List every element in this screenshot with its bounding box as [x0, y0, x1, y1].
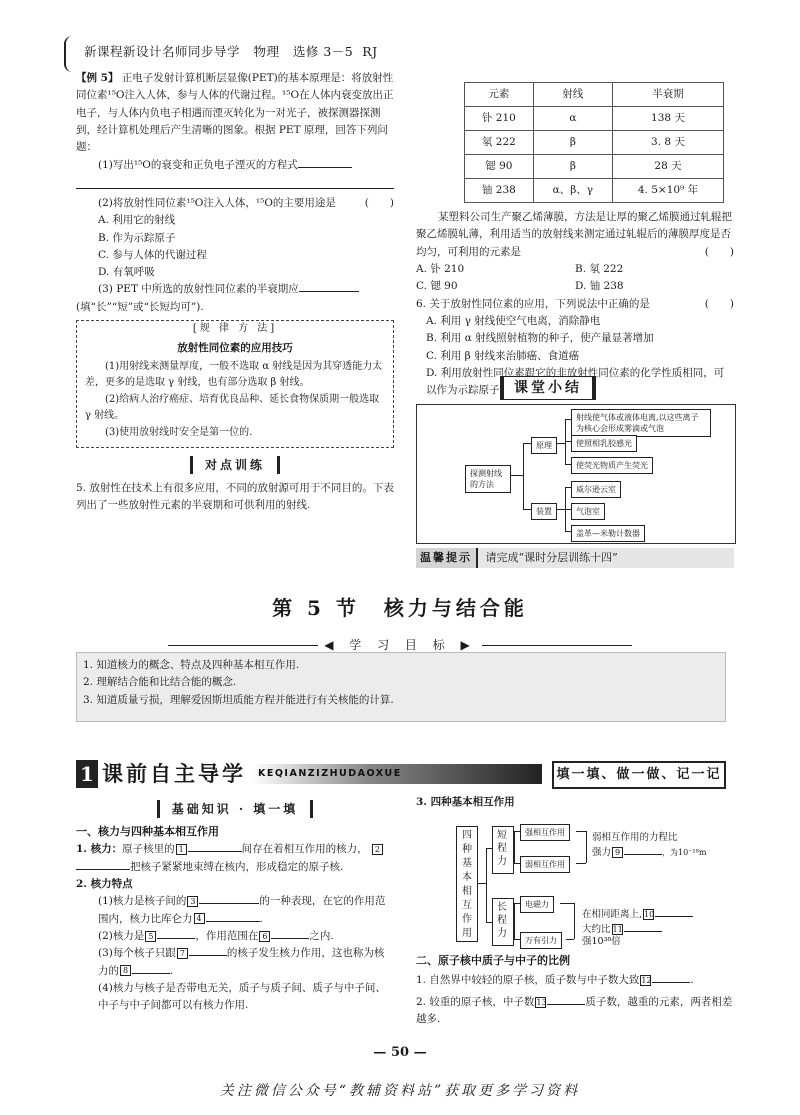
summary-heading-wrap	[500, 376, 596, 400]
chapter-title: 第 5 节 核力与结合能	[272, 596, 528, 620]
weak-interaction: 弱相互作用	[520, 856, 570, 873]
question-6: 6. 关于放射性同位素的应用，下列说法中正确的是 ( )	[416, 296, 734, 313]
feature-title: 2. 核力特点	[76, 878, 133, 891]
electromagnetic-force: 电磁力	[520, 896, 554, 913]
summary-leaf: 气泡室	[571, 503, 605, 520]
connector	[560, 903, 574, 904]
footer-note: 关注微信公众号“教辅资料站”获取更多学习资料	[219, 1083, 581, 1099]
feature-1: (1)核力是核子间的 3 的一种表现，在它的作用范围内，核力比库仑力 4 .	[98, 895, 386, 925]
connector	[576, 863, 586, 864]
mark-9: 9	[612, 847, 623, 858]
summary-title: 课堂小结	[500, 376, 596, 400]
q5-option-b: B. 氡 222	[575, 262, 624, 275]
example5-q3-hint: (填“长”“短”或“长短均可”).	[76, 300, 204, 313]
banner-number: 1	[76, 760, 98, 788]
mark-10: 10	[644, 910, 655, 919]
four-forces-diagram	[456, 826, 726, 946]
example5-label: 【例 5】	[76, 72, 119, 84]
table-cell: 138 天	[612, 107, 723, 131]
mark-8: 8	[120, 965, 131, 976]
goal-item: 1. 知道核力的概念、特点及四种基本相互作用.	[83, 659, 300, 671]
q5-paren: ( )	[704, 245, 734, 258]
method-item-3: (3)使用放射线时安全是第一位的.	[105, 426, 253, 438]
summary-leaf: 射线使气体或液体电离,以这些离子为核心会形成雾滴或气泡	[571, 409, 711, 437]
table-row	[465, 179, 724, 203]
warm-tip-text: 请完成“课时分层训练十四”	[485, 551, 618, 564]
connector	[478, 883, 486, 884]
summary-leaf: 威尔逊云室	[571, 481, 621, 498]
method-title: [规 律 方 法]	[192, 323, 278, 335]
header-series: 新课程新设计名师同步导学	[84, 44, 241, 59]
connector	[523, 509, 531, 510]
connector	[523, 443, 531, 444]
mark-1: 1	[176, 844, 187, 855]
connector	[557, 509, 565, 510]
q1-blank[interactable]	[298, 157, 352, 168]
page-number: — 50 —	[373, 1045, 427, 1060]
table-cell: 4. 5×10⁹ 年	[612, 179, 723, 203]
forces-root: 四种基本相互作用	[456, 826, 478, 942]
ratio-2: 2. 较重的原子核，中子数 13 质子数，越重的元素，两者相差越多.	[416, 996, 733, 1026]
mark-13: 13	[536, 997, 547, 1007]
blank-12[interactable]	[652, 972, 690, 983]
blank-5[interactable]	[157, 928, 195, 939]
example5-option-a: A. 利用它的射线	[98, 214, 176, 227]
connector	[514, 903, 515, 939]
table-cell: 氡 222	[465, 131, 534, 155]
example5-option-b: B. 作为示踪原子	[98, 231, 176, 244]
basics-title: 基础知识 · 填一填	[157, 800, 314, 818]
mark-11: 11	[612, 925, 623, 934]
example5-text: 正电子发射计算机断层显像(PET)的基本原理是：将放射性同位素¹⁵O注入人体，参与人体的代谢过程。¹⁵O在人体内衰变放出正电子，与人体内负电子相遇而湮灭转化为一对光子，被探测器探测到，经计算机处理后产生清晰的图象。根据 PET 原理，回答下列问题：	[76, 72, 394, 154]
section-2-title: 二、原子核中质子与中子的比例	[416, 954, 570, 967]
goal-item: 3. 知道质量亏损，理解爱因斯坦质能方程并能进行有关核能的计算.	[83, 693, 394, 706]
connector	[576, 831, 586, 832]
goals-box	[76, 652, 726, 722]
q6-option-d: D. 利用放射性同位素跟它的非放射性同位素的化学性质相同，可以作为示踪原子	[426, 366, 725, 397]
page-header	[60, 42, 774, 63]
connector	[566, 939, 574, 940]
q3-blank[interactable]	[299, 281, 359, 292]
q5-option-c: C. 锶 90	[416, 280, 458, 293]
summary-leaf: 使照相乳胶感光	[571, 435, 637, 452]
section-1-title: 一、核力与四种基本相互作用	[76, 825, 219, 839]
table-cell: β	[533, 155, 612, 179]
table-header: 元素	[465, 83, 534, 107]
q5-option-a: A. 钋 210	[416, 262, 465, 275]
summary-branch-device: 装置	[531, 503, 557, 520]
feature-3: (3)每个核子只跟 7 的核子发生核力作用，这也称为核力的 8 .	[98, 947, 385, 977]
right-arrow-icon	[482, 645, 632, 646]
mark-3: 3	[187, 896, 198, 907]
example5-q3: (3) PET 中所选的放射性同位素的半衰期应	[76, 281, 394, 298]
warm-tip	[416, 548, 734, 568]
ratio-1: 1. 自然界中较轻的原子核，质子数与中子数大致 12 .	[416, 974, 694, 986]
table-cell: 钋 210	[465, 107, 534, 131]
connector	[486, 848, 487, 922]
q5-continuation: 某塑料公司生产聚乙烯薄膜，方法是让厚的聚乙烯膜通过轧辊把聚乙烯膜轧薄，利用适当的放射线来测定通过轧辊后的薄膜厚度是否均匀，可利用的元素是 ( )	[416, 209, 734, 261]
summary-branch-principle: 原理	[531, 437, 557, 454]
table-cell: 铀 238	[465, 179, 534, 203]
method-heading: 放射性同位素的应用技巧	[177, 341, 293, 354]
table-cell: β	[533, 131, 612, 155]
header-subject: 物理	[253, 44, 280, 59]
weak-note: 弱相互作用的力程比 强力 9 ，为10⁻¹⁸m	[592, 832, 707, 858]
gravity-force: 万有引力	[520, 932, 562, 949]
table-row	[465, 155, 724, 179]
practice-heading-wrap	[76, 456, 394, 475]
blank-2[interactable]	[76, 859, 130, 870]
right-column-top	[416, 82, 734, 399]
core-force-para: 1. 核力：原子核里的 1 间存在着相互作用的核力， 2把核子紧紧地束缚在核内，形成稳定的原子核.	[76, 841, 394, 876]
connector	[514, 831, 515, 863]
method-item-1: (1)用射线来测量厚度，一般不选取 α 射线是因为其穿透能力太差，更多的是选取 γ 射线，也有部分选取 β 射线。	[85, 360, 383, 389]
connector	[523, 443, 524, 509]
table-cell: 3. 8 天	[612, 131, 723, 155]
blank-10[interactable]	[655, 906, 693, 917]
q2-paren: ( )	[364, 196, 394, 209]
halflife-table	[464, 82, 724, 203]
blank-1[interactable]	[188, 841, 242, 852]
table-row	[465, 107, 724, 131]
header-edition: RJ	[362, 44, 378, 59]
mark-12: 12	[641, 975, 652, 985]
goal-item: 2. 理解结合能和比结合能的概念.	[83, 676, 237, 689]
example5-option-c: C. 参与人体的代谢过程	[98, 248, 207, 261]
left-column-bottom	[76, 800, 394, 1015]
blank-3[interactable]	[199, 893, 259, 904]
q6-option-b: B. 利用 α 射线照射植物的种子，使产量显著增加	[426, 332, 654, 345]
table-cell: α、β、γ	[533, 179, 612, 203]
method-box	[76, 320, 394, 448]
q5-option-d: D. 铀 238	[575, 280, 624, 293]
summary-diagram	[416, 404, 736, 544]
table-header: 半衰期	[612, 83, 723, 107]
strong-interaction: 强相互作用	[520, 824, 570, 841]
connector	[574, 903, 575, 939]
table-cell: 28 天	[612, 155, 723, 179]
banner-slogan: 填一填、做一做、记一记	[552, 761, 726, 789]
method-item-2: (2)给病人治疗癌症、培育优良品种、延长食物保质期一般选取 γ 射线。	[85, 393, 380, 422]
short-range: 短程力	[492, 826, 514, 874]
feature-2: (2)核力是 5 ，作用范围在 6 之内.	[98, 930, 334, 943]
example5-intro	[76, 70, 394, 157]
left-arrow-icon	[168, 645, 318, 646]
blank-4[interactable]	[206, 911, 260, 922]
mark-2: 2	[372, 844, 383, 855]
right-column-bottom	[416, 796, 734, 1026]
mark-6: 6	[259, 931, 270, 942]
long-range: 长程力	[492, 898, 514, 946]
basics-heading-wrap	[76, 800, 394, 819]
connector	[565, 419, 566, 465]
table-cell: 锶 90	[465, 155, 534, 179]
summary-leaf: 使荧光物质产生荧光	[571, 457, 653, 474]
blank-13[interactable]	[547, 994, 585, 1005]
blank-7[interactable]	[189, 945, 227, 956]
example5-q2: (2)将放射性同位素¹⁵O注入人体，¹⁵O的主要用途是 ( )	[76, 195, 394, 212]
header-volume: 选修 3－5	[292, 44, 354, 59]
mark-7: 7	[177, 948, 188, 959]
practice-title: 对点训练	[190, 456, 280, 474]
connector	[511, 475, 523, 476]
q6-paren: ( )	[704, 297, 734, 310]
table-row	[465, 131, 724, 155]
example5-option-d: D. 有氧呼吸	[98, 266, 155, 279]
left-column-top	[76, 70, 394, 514]
summary-root: 探测射线的方法	[465, 465, 511, 493]
q6-option-c: C. 利用 β 射线来治肺癌、食道癌	[426, 349, 580, 362]
mark-5: 5	[145, 931, 156, 942]
em-note: 在相同距离上, 10 大约比 11 强10³⁸倍	[582, 906, 722, 948]
table-header-row	[465, 83, 724, 107]
banner-title: 课前自主导学	[102, 761, 246, 786]
q1-answer-line[interactable]	[76, 174, 394, 189]
question-5: 5. 放射性在技术上有很多应用，不同的放射源可用于不同目的。下表列出了一些放射性元素的半衰期和可供利用的射线.	[76, 481, 394, 511]
table-cell: α	[533, 107, 612, 131]
connector	[557, 443, 565, 444]
q6-option-a: A. 利用 γ 射线使空气电离，消除静电	[426, 314, 601, 327]
blank-6[interactable]	[271, 928, 309, 939]
four-forces-title: 3. 四种基本相互作用	[416, 796, 515, 808]
goals-title: ◀ 学 习 目 标 ▶	[0, 636, 800, 656]
connector	[586, 831, 587, 863]
table-header: 射线	[533, 83, 612, 107]
feature-4: (4)核力与核子是否带电无关，质子与质子间、质子与中子间、中子与中子间都可以有核力作用.	[98, 981, 386, 1012]
summary-leaf: 盖革—米勒计数器	[571, 525, 645, 542]
banner-pinyin: KEQIANZIZHUDAOXUE	[258, 768, 402, 779]
q5-options	[416, 261, 734, 296]
blank-9[interactable]	[624, 844, 662, 855]
mark-4: 4	[194, 913, 205, 924]
blank-8[interactable]	[132, 963, 170, 974]
section-banner	[76, 760, 724, 788]
warm-tip-label: 温馨提示	[416, 548, 478, 568]
blank-11[interactable]	[624, 921, 662, 932]
example5-q1: (1)写出¹⁵O的衰变和正负电子湮灭的方程式	[76, 157, 394, 174]
